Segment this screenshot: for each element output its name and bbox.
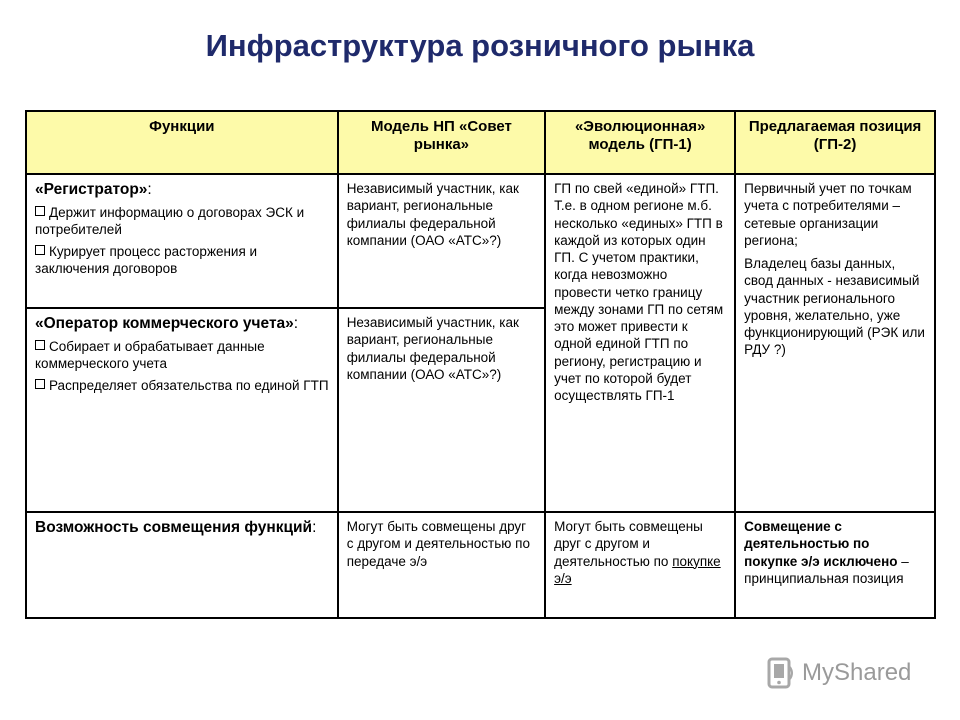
checkbox-bullet-icon bbox=[35, 245, 45, 255]
bullet-item: Распределяет обязательства по единой ГТП bbox=[35, 378, 329, 395]
header-row bbox=[26, 111, 935, 174]
mobile-device-icon bbox=[766, 657, 796, 689]
cell-gp2-combination: Совмещение с деятельностью по покупке э/э исключено – принципиальная позиция bbox=[735, 512, 935, 618]
gp2-paragraph-2: Владелец базы данных, свод данных - независимый участник регионального уровня, желательно, уже функционирующий (РЭК или РДУ ?) bbox=[744, 256, 925, 358]
cell-function-combination bbox=[26, 512, 338, 618]
header-np-model: Модель НП «Совет рынка» bbox=[338, 111, 545, 174]
table-row-registrar bbox=[26, 174, 935, 308]
checkbox-bullet-icon bbox=[35, 379, 45, 389]
gp2-paragraph-1: Первичный учет по точкам учета с потребителями – сетевые организации региона; bbox=[744, 181, 912, 248]
cell-np-registrar: Независимый участник, как вариант, региональные филиалы федеральной компании (ОАО «АТС»?) bbox=[338, 174, 545, 308]
page-title: Инфраструктура розничного рынка bbox=[205, 28, 755, 63]
header-gp1-model: «Эволюционная» модель (ГП-1) bbox=[545, 111, 735, 174]
function-title-metering: «Оператор коммерческого учета»: bbox=[35, 315, 299, 332]
function-title-registrar: «Регистратор»: bbox=[35, 181, 152, 198]
bullet-item: Курирует процесс расторжения и заключения договоров bbox=[35, 243, 258, 276]
cell-gp1-merged: ГП по свей «единой» ГТП. Т.е. в одном регионе м.б. несколько «единых» ГТП в каждой из которых один ГП. С учетом практики, когда невозможно провести четко границу между зонами ГП по сетям это может привести к одной единой ГТП по региону, регистрацию и учет по которой будет осуществлять ГП-1 bbox=[545, 174, 735, 512]
header-gp2-position: Предлагаемая позиция (ГП-2) bbox=[735, 111, 935, 174]
cell-gp1-combination: Могут быть совмещены друг с другом и деятельностью по покупке э/э bbox=[545, 512, 735, 618]
cell-np-combination: Могут быть совмещены друг с другом и деятельностью по передаче э/э bbox=[338, 512, 545, 618]
logo-text: MyShared bbox=[802, 659, 912, 686]
comparison-table bbox=[25, 110, 936, 619]
myshared-logo bbox=[766, 656, 911, 690]
bullet-item: Собирает и обрабатывает данные коммерческого учета bbox=[35, 339, 265, 372]
cell-gp2-merged bbox=[735, 174, 935, 512]
cell-np-metering: Независимый участник, как вариант, региональные филиалы федеральной компании (ОАО «АТС»?) bbox=[338, 308, 545, 512]
cell-function-registrar bbox=[26, 174, 338, 308]
table-row-combination bbox=[26, 512, 935, 618]
checkbox-bullet-icon bbox=[35, 340, 45, 350]
cell-function-metering bbox=[26, 308, 338, 512]
function-title-combination: Возможность совмещения функций: bbox=[35, 519, 317, 536]
checkbox-bullet-icon bbox=[35, 206, 45, 216]
header-functions: Функции bbox=[26, 111, 338, 174]
bullet-item: Держит информацию о договорах ЭСК и потребителей bbox=[35, 205, 305, 238]
